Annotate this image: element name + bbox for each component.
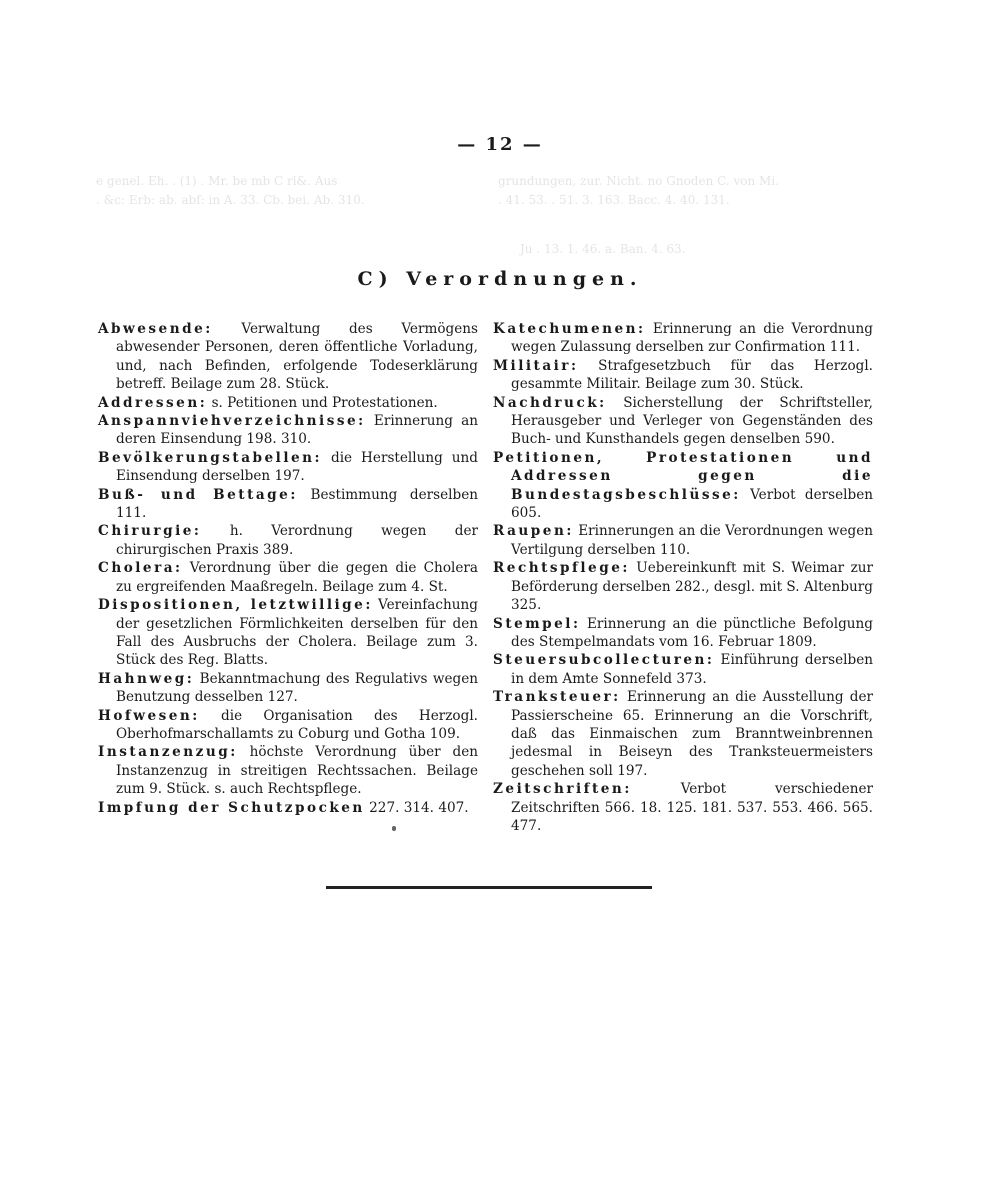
- entry-text: Erinnerung an die Ausstellung der Passierscheine 65. Erinnerung an die Vorschrift, daß das Einmaischen zum Branntweinbrennen jedesmal in Beiseyn des Tranksteuermeisters geschehen soll 197.: [511, 689, 873, 779]
- bleed-through-text: grundungen, zur. Nicht. no Gnoden C. von Mi.: [498, 174, 779, 188]
- entry-text: Einführung derselben in dem Amte Sonnefeld 373.: [511, 652, 873, 687]
- entry-text: Vereinfachung der gesetzlichen Förmlichkeiten derselben für den Fall des Ausbruchs der Cholera. Beilage zum 3. Stück des Reg. Blatts.: [116, 597, 478, 669]
- page-number: — 12 —: [457, 134, 543, 155]
- index-entry: [98, 486, 478, 523]
- entry-text: Erinnerung an die pünctliche Befolgung des Stempelmandats vom 16. Februar 1809.: [511, 615, 873, 650]
- horizontal-rule: [326, 886, 652, 889]
- right-column: [493, 320, 873, 835]
- index-entry: [493, 320, 873, 357]
- index-entry: [493, 559, 873, 614]
- entry-keyword: Raupen:: [493, 523, 574, 540]
- entry-keyword: Hofwesen:: [98, 707, 200, 724]
- index-entry: [98, 394, 478, 412]
- index-entry: [98, 799, 478, 817]
- entry-text: Strafgesetzbuch für das Herzogl. gesammte Militair. Beilage zum 30. Stück.: [511, 357, 873, 393]
- entry-keyword: Nachdruck:: [493, 394, 607, 411]
- index-entry: [98, 707, 478, 744]
- index-entry: [493, 394, 873, 449]
- entry-keyword: Anspannviehverzeichnisse:: [98, 413, 366, 430]
- index-entry: [98, 412, 478, 449]
- entry-keyword: Tranksteuer:: [493, 689, 621, 706]
- entry-keyword: Hahnweg:: [98, 670, 195, 687]
- entry-text: Verwaltung des Vermögens abwesender Personen, deren öffentliche Vorladung, und, nach Befinden, erfolgende Todeserklärung betreff. Beilage zum 28. Stück.: [116, 321, 478, 393]
- entry-text: Erinnerung an deren Einsendung 198. 310.: [116, 413, 479, 448]
- index-entry: [493, 522, 873, 559]
- index-entry: [98, 743, 478, 798]
- entry-keyword: Steuersubcollecturen:: [493, 652, 715, 669]
- entry-keyword: Katechumenen:: [493, 321, 646, 337]
- entry-keyword: Addressen:: [98, 394, 208, 411]
- entry-keyword: Stempel:: [493, 615, 581, 632]
- entry-text: Verordnung über die gegen die Cholera zu ergreifenden Maaßregeln. Beilage zum 4. St.: [116, 560, 478, 595]
- index-entry: [493, 615, 873, 652]
- entry-keyword: Buß- und Bettage:: [98, 486, 298, 503]
- entry-text: Uebereinkunft mit S. Weimar zur Beförderung derselben 282., desgl. mit S. Altenburg 325.: [511, 560, 873, 614]
- entry-keyword: Militair:: [493, 357, 579, 374]
- entry-keyword: Rechtspflege:: [493, 560, 630, 577]
- index-entry: [98, 522, 478, 559]
- entry-keyword: Cholera:: [98, 560, 183, 577]
- bleed-through-text: . &c: Erb: ab. abf: in A. 33. Cb. bei. Ab. 310.: [96, 193, 365, 207]
- index-entry: [98, 670, 478, 707]
- index-entry: [98, 596, 478, 670]
- entry-text: Bekanntmachung des Regulativs wegen Benutzung desselben 127.: [116, 670, 478, 706]
- entry-keyword: Petitionen, Protestationen und Addressen gegen die Bundestagsbeschlüsse:: [493, 449, 873, 503]
- entry-text: h. Verordnung wegen der chirurgischen Praxis 389.: [116, 523, 478, 558]
- entry-keyword: Impfung der Schutzpocken: [98, 799, 365, 816]
- bleed-through-text: . 41. 53. . 51. 3. 163. Bacc. 4. 40. 131.: [498, 193, 730, 207]
- entry-text: Erinnerungen an die Verordnungen wegen Vertilgung derselben 110.: [511, 523, 874, 558]
- index-entry: [98, 559, 478, 596]
- entry-text: Bestimmung derselben 111.: [116, 486, 479, 522]
- section-heading: C) Verordnungen.: [357, 268, 643, 290]
- index-entry: [98, 449, 478, 486]
- index-entry: [493, 780, 873, 835]
- bleed-through-text: Ju . 13. 1. 46. a. Ban. 4. 63.: [520, 242, 686, 256]
- entry-keyword: Bevölkerungstabellen:: [98, 449, 323, 466]
- entry-keyword: Dispositionen, letztwillige:: [98, 597, 373, 614]
- bleed-through-text: e genel. Eh. . (1) . Mr. be mb C rl&. Aus: [96, 174, 338, 188]
- entry-text: die Organisation des Herzogl. Oberhofmarschallamts zu Coburg und Gotha 109.: [116, 707, 478, 742]
- left-column: [98, 320, 478, 817]
- ink-speck: [392, 826, 396, 831]
- entry-text: Erinnerung an die Verordnung wegen Zulassung derselben zur Confirmation 111.: [511, 321, 873, 356]
- index-entry: [493, 651, 873, 688]
- entry-text: 227. 314. 407.: [369, 799, 469, 816]
- index-entry: [493, 449, 873, 523]
- index-entry: [493, 688, 873, 780]
- entry-text: Verbot verschiedener Zeitschriften 566. 18. 125. 181. 537. 553. 466. 565. 477.: [511, 781, 873, 834]
- entry-text: Sicherstellung der Schriftsteller, Herausgeber und Verleger von Gegenständen des Buch- und Kunsthandels gegen denselben 590.: [511, 394, 873, 448]
- entry-text: Verbot derselben 605.: [511, 486, 873, 522]
- entry-keyword: Abwesende:: [98, 321, 213, 337]
- index-entry: [493, 357, 873, 394]
- entry-text: höchste Verordnung über den Instanzenzug in streitigen Rechtssachen. Beilage zum 9. Stück. s. auch Rechtspflege.: [116, 744, 478, 798]
- entry-keyword: Zeitschriften:: [493, 781, 632, 798]
- entry-keyword: Chirurgie:: [98, 523, 202, 540]
- entry-keyword: Instanzenzug:: [98, 744, 238, 761]
- entry-text: die Herstellung und Einsendung derselben 197.: [116, 449, 478, 485]
- entry-text: s. Petitionen und Protestationen.: [211, 394, 438, 411]
- index-entry: [98, 320, 478, 394]
